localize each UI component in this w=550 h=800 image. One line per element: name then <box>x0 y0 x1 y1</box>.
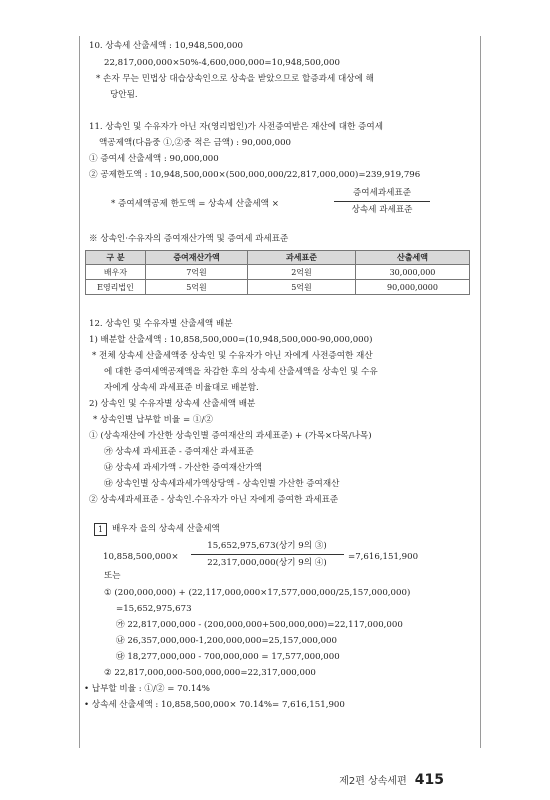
page-number: 415 <box>414 772 444 788</box>
sec12-line3: 에 대한 증여세액공제액을 차감한 후의 상속세 산출세액을 상속인 및 수유 <box>104 367 378 377</box>
sec12-line1: 1) 배분할 산출세액 : 10,858,500,000=(10,948,500,000-90,000,000) <box>89 335 373 345</box>
sec12-title: 12. 상속인 및 수유자별 산출세액 배분 <box>89 319 233 329</box>
left-margin-rule <box>79 36 80 748</box>
sec10-note-line1: * 손자 무는 민법상 대습상속인으로 상속을 받았으므로 할증과세 대상에 해 <box>96 74 374 84</box>
sec12-line6: * 상속인별 납부할 비율 = ①/② <box>93 415 213 425</box>
table-cell: 2억원 <box>248 265 356 280</box>
table-header: 구 분 <box>86 251 146 265</box>
sec11-item2: ② 공제한도액 : 10,948,500,000×(500,000,000/22,817,000,000)=239,919,796 <box>89 170 421 180</box>
sec12-line9: ㉯ 상속세 과세가액 - 가산한 증여재산가액 <box>104 463 262 473</box>
sec10-title: 10. 상속세 산출세액 : 10,948,500,000 <box>89 41 243 51</box>
sec11-formula-lhs: * 증여세액공제 한도액 = 상속세 산출세액 × <box>111 199 279 209</box>
sec12-calc1: ① (200,000,000) + (22,117,000,000×17,577,000,000/25,157,000,000) <box>104 588 411 598</box>
table-cell: 5억원 <box>248 280 356 295</box>
table-cell: 7억원 <box>146 265 248 280</box>
sec12-calc4: ㉯ 26,357,000,000-1,200,000,000=25,157,000,000 <box>116 636 337 646</box>
sec12-fraction-numerator: 15,652,975,673(상기 9의 ③) <box>207 541 327 551</box>
sec12-line11: ② 상속세과세표준 - 상속인.수유자가 아닌 자에게 증여한 과세표준 <box>89 495 339 505</box>
sec10-calc: 22,817,000,000×50%-4,600,000,000=10,948,500,000 <box>104 58 340 68</box>
sec11-formula-numerator: 증여세과세표준 <box>352 188 412 198</box>
sec11-item1: ① 증여세 산출세액 : 90,000,000 <box>89 154 219 164</box>
sec12-fraction-denominator: 22,317,000,000(상기 9의 ④) <box>207 558 327 568</box>
table-cell: 30,000,000 <box>356 265 470 280</box>
sec12-fraction-bar <box>191 554 344 555</box>
sec12-line7: ① (상속재산에 가산한 상속인별 증여재산의 과세표준) + (가목×다목/나목) <box>89 431 372 441</box>
right-margin-rule <box>480 36 481 748</box>
sec12-calc6: ② 22,817,000,000-500,000,000=22,317,000,000 <box>104 668 316 678</box>
table-row <box>86 265 470 280</box>
sec11-title-line2: 액공제액(다음중 ①,②중 적은 금액) : 90,000,000 <box>99 138 292 148</box>
sec12-bullet2: • 상속세 산출세액 : 10,858,500,000× 70.14%= 7,616,151,900 <box>84 700 345 710</box>
table-cell: 배우자 <box>86 265 146 280</box>
sec12-line8: ㉮ 상속세 과세표준 - 증여재산 과세표준 <box>104 447 254 457</box>
sec11-table-caption: ※ 상속인·수유자의 증여재산가액 및 증여세 과세표준 <box>89 234 289 244</box>
footer-section-title: 제2편 상속세편 <box>339 776 407 787</box>
boxed-number: 1 <box>94 523 107 536</box>
table-cell: 90,000,0000 <box>356 280 470 295</box>
sec12-line5: 2) 상속인 및 수유자별 상속세 산출세액 배분 <box>89 399 256 409</box>
table-header: 산출세액 <box>356 251 470 265</box>
sec12-or: 또는 <box>104 571 121 581</box>
gift-tax-table <box>85 250 470 295</box>
table-row <box>86 280 470 295</box>
sec11-formula-denominator: 상속세 과세표준 <box>351 205 413 215</box>
page-footer <box>339 769 444 788</box>
sec11-fraction-bar <box>334 201 430 202</box>
sec12-fraction-result: =7,616,151,900 <box>348 552 419 562</box>
table-header-row <box>86 251 470 265</box>
sec12-line4: 자에게 상속세 과세표준 비율대로 배분함. <box>104 383 259 393</box>
table-header: 증여재산가액 <box>146 251 248 265</box>
sec12-fraction-lhs: 10,858,500,000× <box>103 552 179 562</box>
sec12-calc3: ㉮ 22,817,000,000 - (200,000,000+500,000,000)=22,117,000,000 <box>116 620 403 630</box>
sec12-calc5: ㉰ 18,277,000,000 - 700,000,000 = 17,577,000,000 <box>116 652 340 662</box>
table-cell: E영리법인 <box>86 280 146 295</box>
sec12-line2: * 전체 상속세 산출세액중 상속인 및 수유자가 아닌 자에게 사전증여한 재산 <box>92 351 373 361</box>
sec12-line10: ㉰ 상속인별 상속세과세가액상당액 - 상속인별 가산한 증여재산 <box>104 479 340 489</box>
sec12-calc2: =15,652,975,673 <box>116 604 192 614</box>
sec10-note-line2: 당안됨. <box>110 90 138 100</box>
sec12-bullet1: • 납부할 비율 : ①/② = 70.14% <box>84 684 210 694</box>
table-cell: 5억원 <box>146 280 248 295</box>
sec11-title-line1: 11. 상속인 및 수유자가 아닌 자(영리법인)가 사전증여받은 재산에 대한 증여세 <box>89 122 384 132</box>
sec12-box-title: 배우자 을의 상속세 산출세액 <box>112 524 220 534</box>
table-header: 과세표준 <box>248 251 356 265</box>
